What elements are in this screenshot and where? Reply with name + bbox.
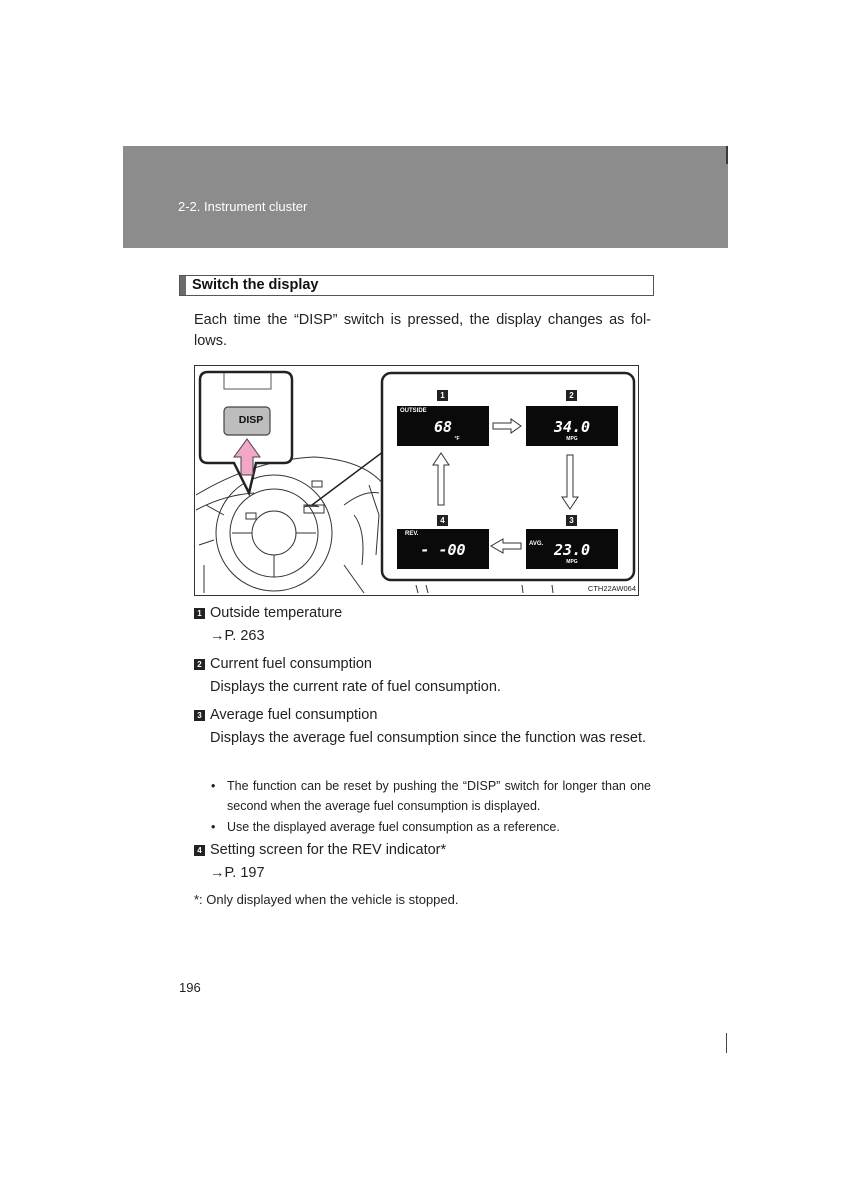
item-description: Displays the average fuel consumption since the function was reset. [210, 730, 647, 746]
lcd-value: - -00 [420, 541, 466, 559]
item-number-badge: 3 [194, 710, 205, 721]
item-number-badge: 1 [194, 608, 205, 619]
lcd-unit: MPG [566, 559, 578, 565]
screen-number-badge: 1 [437, 390, 448, 401]
lcd-value: 34.0 [553, 418, 591, 436]
bullet-item: • The function can be reset by pushing the “DISP” switch for longer than one second when the average fuel consumption is displayed. [211, 779, 651, 813]
section-title: Switch the display [192, 277, 319, 293]
intro-paragraph: Each time the “DISP” switch is pressed, the display changes as fol-lows. [194, 312, 651, 349]
item-title: Setting screen for the REV indicator* [210, 842, 447, 858]
list-item-header [194, 707, 377, 723]
screen-number-badge: 3 [566, 515, 577, 526]
bullet-text: Use the displayed average fuel consumption as a reference. [227, 820, 560, 834]
lcd-unit: °F [454, 436, 460, 442]
page-reference: →P. 197 [210, 865, 265, 881]
list-item-header [194, 842, 446, 858]
page-number: 196 [179, 980, 201, 995]
lcd-screen-average [526, 529, 618, 569]
lcd-value: 23.0 [553, 541, 591, 559]
screen-number-badge: 4 [437, 515, 448, 526]
section-title-box [179, 275, 654, 296]
lcd-unit: MPG [566, 436, 578, 442]
lcd-screen-current [526, 406, 618, 446]
chapter-header [123, 146, 728, 248]
item-number-badge: 2 [194, 659, 205, 670]
footnote: *: Only displayed when the vehicle is stopped. [194, 892, 459, 907]
title-bar-accent [180, 276, 186, 295]
lcd-title: OUTSIDE [400, 408, 427, 414]
item-title: Current fuel consumption [210, 656, 372, 672]
list-item-header [194, 605, 342, 621]
header-tab-mark [726, 146, 728, 164]
section-label: 2-2. Instrument cluster [178, 199, 308, 214]
item-description: Displays the current rate of fuel consumption. [210, 679, 501, 695]
lcd-screen-rev [397, 529, 489, 569]
item-title: Average fuel consumption [210, 707, 378, 723]
figure-code: CTH22AW064 [587, 584, 636, 593]
lcd-title: REV. [405, 531, 419, 537]
lcd-value: 68 [433, 418, 453, 436]
lcd-title: AVG. [529, 541, 544, 547]
item-number-badge: 4 [194, 845, 205, 856]
disp-switch-label: DISP [238, 414, 264, 426]
lcd-screen-outside [397, 406, 489, 446]
item-title: Outside temperature [210, 605, 343, 621]
page-edge-mark [726, 1033, 727, 1053]
bullet-item: • Use the displayed average fuel consumption as a reference. [211, 820, 560, 834]
bullet-text: The function can be reset by pushing the “DISP” switch for longer than one second when the average fuel consumption is displayed. [227, 779, 651, 813]
display-figure [194, 365, 639, 596]
screen-number-badge: 2 [566, 390, 577, 401]
list-item-header [194, 656, 372, 672]
page-reference: →P. 263 [210, 628, 265, 644]
